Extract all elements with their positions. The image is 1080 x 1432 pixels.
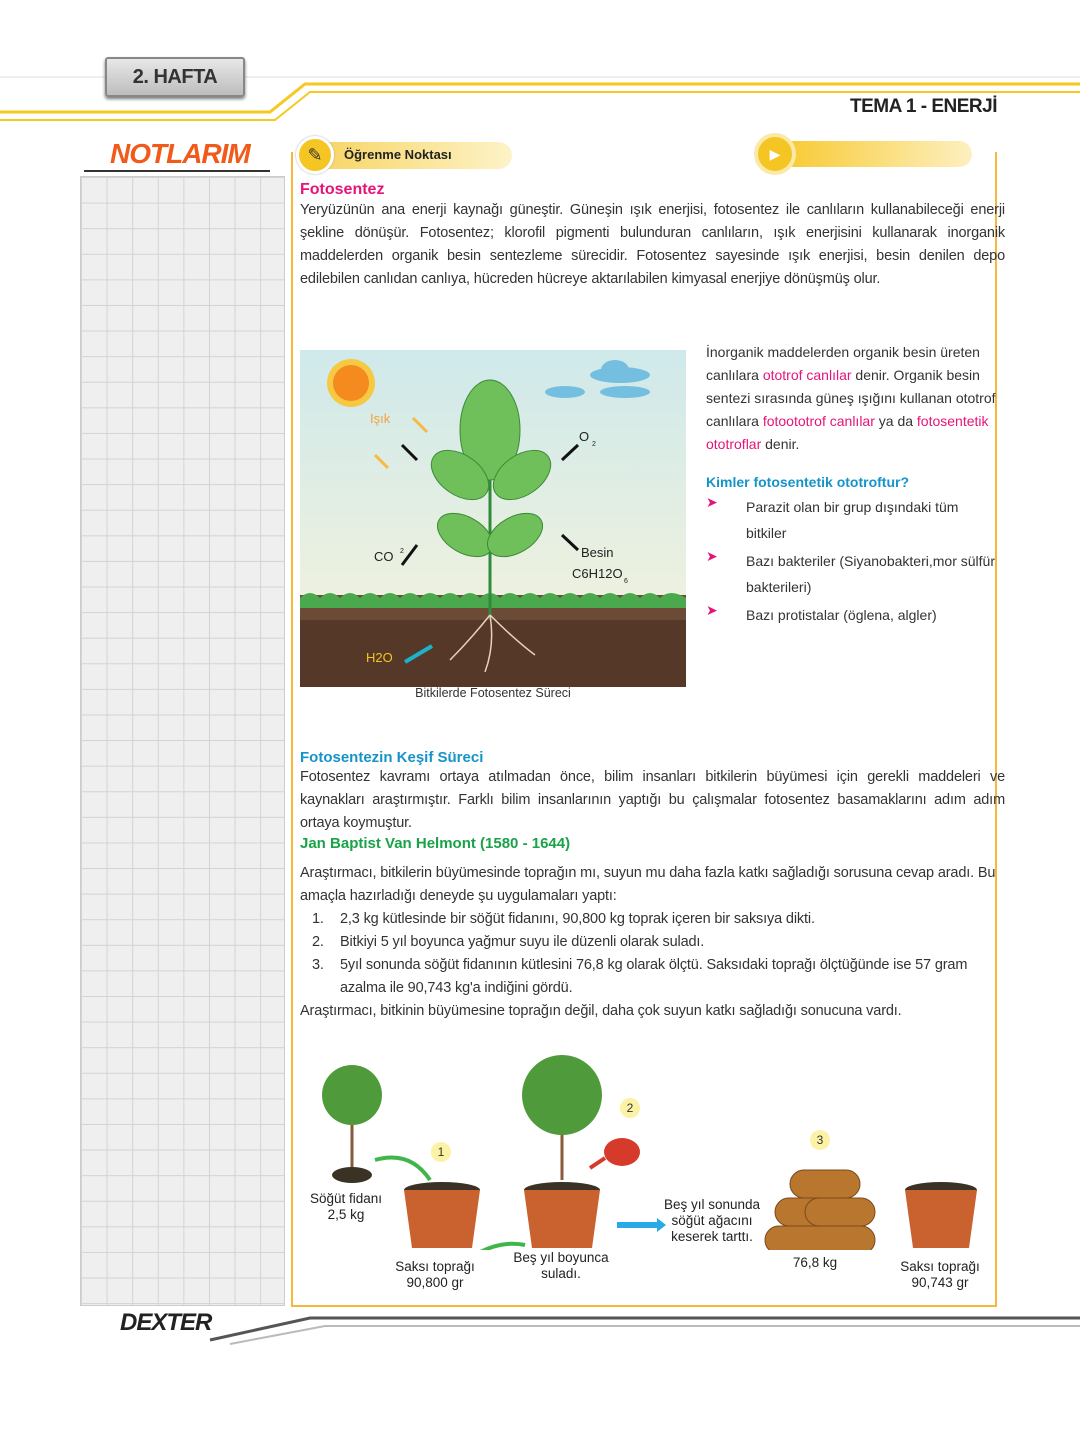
step-number: 3.	[312, 957, 324, 973]
step-number: 1.	[312, 911, 324, 927]
discovery-paragraph: Fotosentez kavramı ortaya atılmadan önce, bilim insanları bitkilerin büyümesi için gerekli maddeleri ve kaynakları araştırmıştır. Farklı bilim insanlarının yaptığı bu çalışmalar fotosentez basamaklarını adım adım ortaya koymuştur.	[300, 769, 1005, 831]
experiment-intro: Araştırmacı, bitkilerin büyümesinde toprağın mı, suyun mu daha fazla katkı sağladığı sorusuna cevap aradı. Bu amaçla hazırladığı deneyde şu uygulamaları yaptı:	[300, 865, 996, 904]
notes-grid	[80, 176, 285, 1306]
definition-text: İnorganik maddelerden organik besin üreten canlılara	[706, 344, 980, 383]
photosynthesis-diagram	[300, 350, 686, 687]
section-2	[300, 749, 1005, 1023]
soil-name: Saksı toprağı	[395, 1259, 475, 1274]
bullet-item: Parazit olan bir grup dışındaki tüm bitkiler	[746, 499, 959, 541]
diagram-caption: Bitkilerde Fotosentez Süreci	[415, 686, 571, 700]
soil-label-before	[385, 1259, 485, 1291]
side-column	[706, 341, 1001, 630]
step-row	[300, 954, 1005, 1000]
wood-mass: 76,8 kg	[792, 1255, 838, 1270]
intro-paragraph: Yeryüzünün ana enerji kaynağı güneştir. Güneşin ışık enerjisi, fotosentez ile canlıların kullanabileceği enerji şekline dönüşür. Fotosentez; klorofil pigmenti bulunduran canlıların, ışık enerjisini kullanarak inorganik maddelerden organik besin sentezleme sürecidir. Fotosentez sayesinde ışık enerjisi, besin denilen depo edilebilen canlıdan canlıya, hücreden hücreye aktarılabilen kimyasal enerjiye dönüşmüş olur.	[300, 202, 1005, 287]
co2-superscript: 2	[400, 548, 404, 555]
sapling-icon	[322, 1065, 382, 1183]
step-badge: 1	[431, 1142, 451, 1162]
glucose-subscript: 6	[624, 578, 628, 585]
arrow-bullet-icon: ➤	[706, 494, 718, 510]
glucose-label: C6H12O	[572, 566, 623, 581]
learning-point-label: Öğrenme Noktası	[344, 147, 452, 162]
soil-mass: 90,743 gr	[911, 1275, 969, 1290]
autotroph-definition	[706, 341, 1001, 456]
pot-icon	[905, 1182, 977, 1248]
sapling-label	[300, 1191, 392, 1223]
o2-subscript: 2	[592, 441, 596, 448]
step-item: Bitkiyi 5 yıl boyunca yağmur suyu ile düzenli olarak suladı.	[340, 934, 705, 950]
light-label: Işık	[370, 411, 391, 426]
bullet-row	[706, 602, 1001, 628]
logs-icon	[765, 1170, 875, 1250]
definition-text: ya da	[874, 413, 917, 429]
step-badge: 2	[620, 1098, 640, 1118]
week-badge: 2. HAFTA	[105, 57, 245, 97]
step-row	[300, 908, 1005, 931]
sapling-mass: 2,5 kg	[327, 1207, 365, 1222]
definition-text: denir.	[761, 436, 800, 452]
notes-title: NOTLARIM	[110, 138, 250, 169]
step-item: 2,3 kg kütlesinde bir söğüt fidanını, 90,800 kg toprak içeren bir saksıya dikti.	[340, 911, 815, 927]
step-item: 5yıl sonunda söğüt fidanının kütlesini 76,8 kg olarak ölçtü. Saksıdaki toprağı ölçtüğünde ise 57 gram azalma ile 90,743 kg'a indiğini gördü.	[340, 957, 968, 996]
soil-name: Saksı toprağı	[900, 1259, 980, 1274]
term-photoautotroph: fotoototrof canlılar	[762, 413, 875, 429]
experiment-illustration	[300, 1050, 1000, 1250]
step-number: 2.	[312, 934, 324, 950]
bullet-row	[706, 494, 1001, 546]
bullet-row	[706, 548, 1001, 600]
step-badge: 3	[810, 1130, 830, 1150]
term-photosynthetic-autotroph: fotosentetik ototroflar	[706, 413, 989, 452]
theme-title: TEMA 1 - ENERJİ	[850, 96, 997, 117]
sun-icon	[327, 359, 375, 407]
soil-label-after	[890, 1259, 990, 1291]
section-1	[300, 181, 1005, 291]
watering-can-icon	[590, 1138, 640, 1168]
step-row	[300, 931, 1005, 954]
cut-label: Beş yıl sonunda söğüt ağacını keserek tarttı.	[663, 1197, 761, 1244]
question-heading: Kimler fotosentetik ototroftur?	[706, 474, 909, 490]
conclusion: Araştırmacı, bitkinin büyümesine toprağın değil, daha çok suyun katkı sağladığı sonucuna vardı.	[300, 1003, 902, 1019]
play-icon[interactable]: ▶	[754, 133, 796, 175]
brand-logo: DEXTER	[120, 1309, 212, 1336]
arrow-bullet-icon: ➤	[706, 548, 718, 564]
bullet-item: Bazı protistalar (öglena, algler)	[746, 607, 937, 623]
term-autotroph: ototrof canlılar	[762, 367, 852, 383]
food-label: Besin	[581, 545, 614, 560]
scientist-name: Jan Baptist Van Helmont (1580 - 1644)	[300, 835, 571, 852]
water-label: H2O	[366, 650, 393, 665]
pot-icon	[404, 1182, 480, 1248]
bullet-item: Bazı bakteriler (Siyanobakteri,mor sülfür bakterileri)	[746, 553, 995, 595]
section-title: Fotosentez	[300, 181, 385, 198]
pencil-mascot-icon: ✎	[296, 136, 334, 174]
definition-text: denir. Organik besin sentezi sırasında güneş ışığını kullanan ototrof canlılara	[706, 367, 996, 429]
arrow-bullet-icon: ➤	[706, 602, 718, 618]
section-title: Fotosentezin Keşif Süreci	[300, 749, 484, 766]
soil-mass: 90,800 gr	[406, 1275, 464, 1290]
sapling-name: Söğüt fidanı	[309, 1191, 383, 1206]
o2-label: O	[579, 429, 590, 444]
tree-pot-icon	[522, 1055, 602, 1248]
divider	[84, 170, 270, 172]
watered-label: Beş yıl boyunca suladı.	[513, 1250, 609, 1281]
footer-lines	[0, 1310, 1080, 1350]
co2-label: CO	[374, 549, 394, 564]
